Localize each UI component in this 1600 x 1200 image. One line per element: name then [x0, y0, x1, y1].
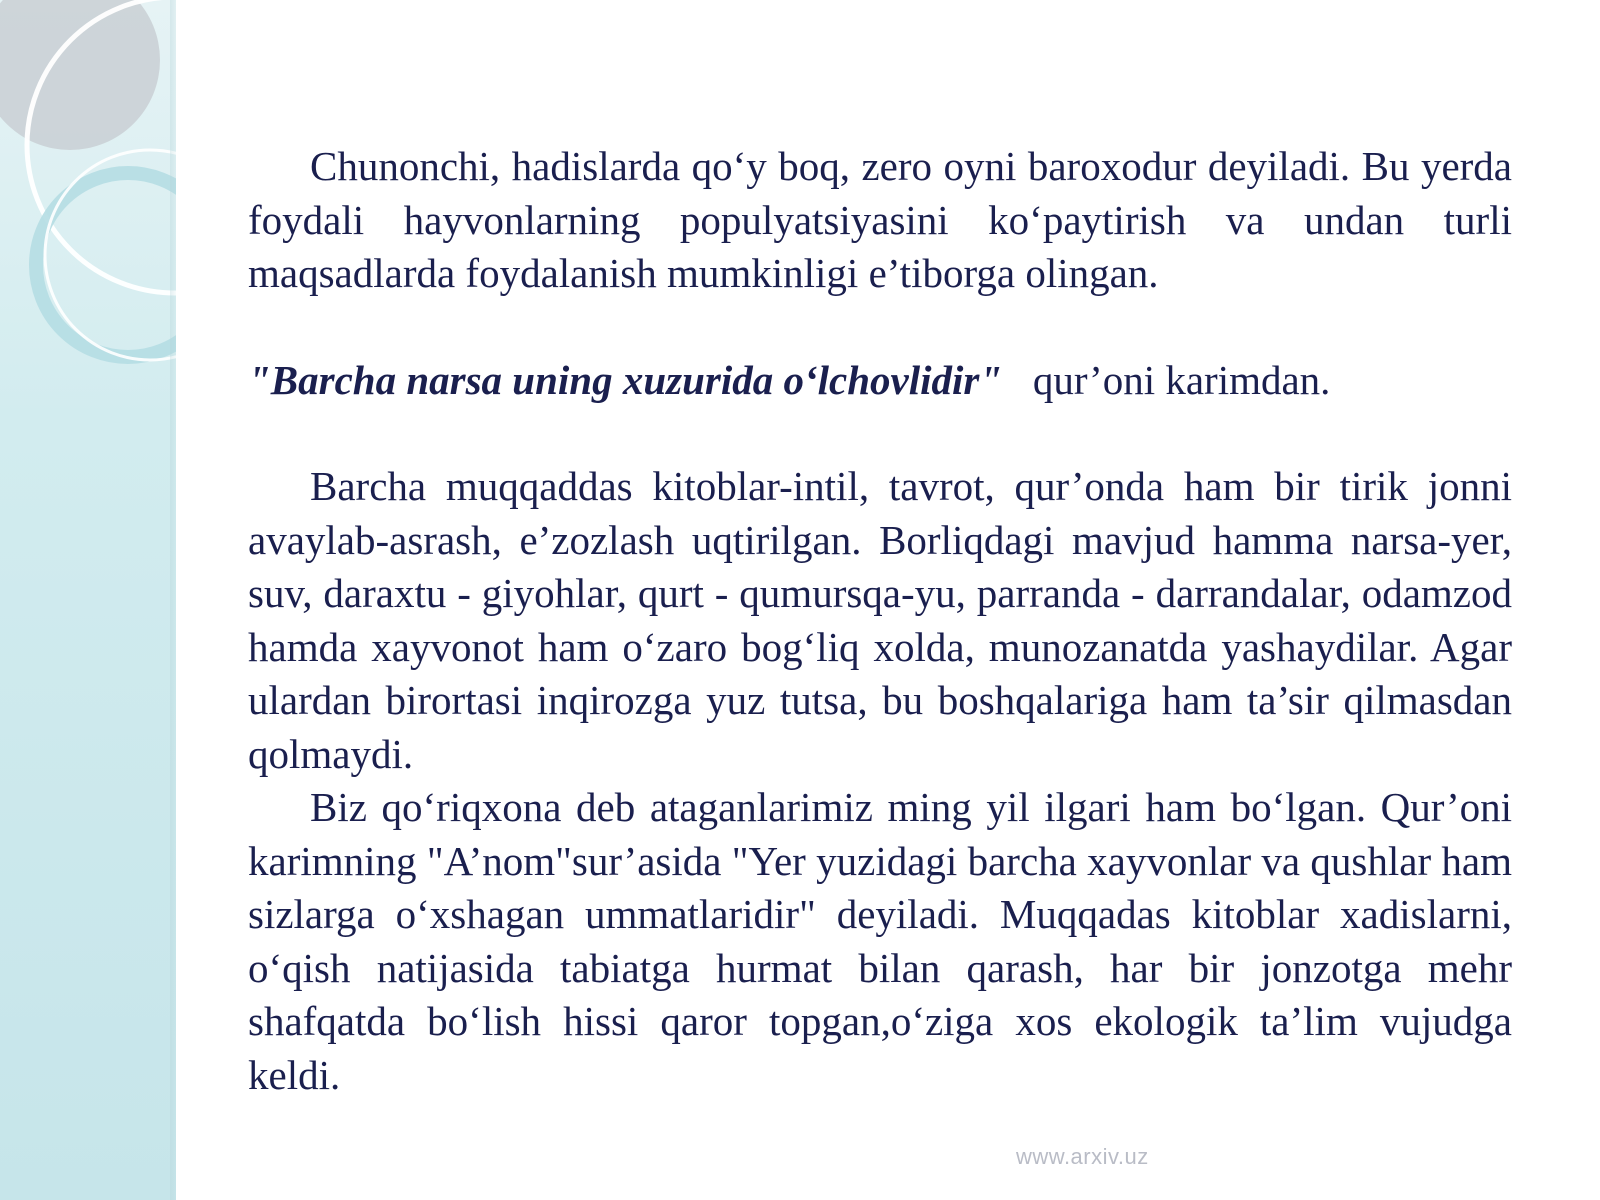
decorative-circles	[0, 0, 176, 1200]
decorative-sidebar	[0, 0, 176, 1200]
quote-source-text: qur’oni karimdan.	[1032, 356, 1331, 403]
spacer	[248, 407, 1512, 460]
sidebar-edge-shadow	[170, 0, 176, 1200]
paragraph-2: Barcha muqqaddas kitoblar-intil, tavrot, qur’onda ham bir tirik jonni avaylab-asrash, e’zozlash uqtirilgan. Borliqdagi mavjud hamma narsa-yer, suv, daraxtu - giyohlar, qurt - qumursqa-yu, parranda - darrandalar, odamzod hamda xayvonot ham o‘zaro bog‘liq xolda, munozanatda yashaydilar. Agar ulardan birortasi inqirozga yuz tutsa, bu boshqalariga ham ta’sir qilmasdan qolmaydi.	[248, 463, 1512, 777]
teal-ring	[36, 173, 176, 357]
slide-text-body	[248, 140, 1512, 1102]
watermark-text: www.arxiv.uz	[1016, 1144, 1149, 1169]
quote-paragraph	[248, 354, 1512, 408]
quote-bold-text: "Barcha narsa uning xuzurida o‘lchovlidir"	[248, 356, 1003, 403]
spacer	[248, 301, 1512, 354]
grey-circle	[0, 0, 160, 150]
paragraph-1: Chunonchi, hadislarda qo‘y boq, zero oyni baroxodur deyiladi. Bu yerda foydali hayvonlarning populyatsiyasini ko‘paytirish va undan turli maqsadlarda foydalanish mumkinligi e’tiborga olingan.	[248, 143, 1512, 296]
paragraph-3: Biz qo‘riqxona deb ataganlarimiz ming yil ilgari ham bo‘lgan. Qur’oni karimning "A’nom"sur’asida "Yer yuzidagi barcha xayvonlar va qushlar ham sizlarga o‘xshagan ummatlaridir" deyiladi. Muqqadas kitoblar xadislarni, o‘qish natijasida tabiatga hurmat bilan qarash, har bir jonzotga mehr shafqatda bo‘lish hissi qaror topgan,o‘ziga xos ekologik ta’lim vujudga keldi.	[248, 784, 1512, 1098]
